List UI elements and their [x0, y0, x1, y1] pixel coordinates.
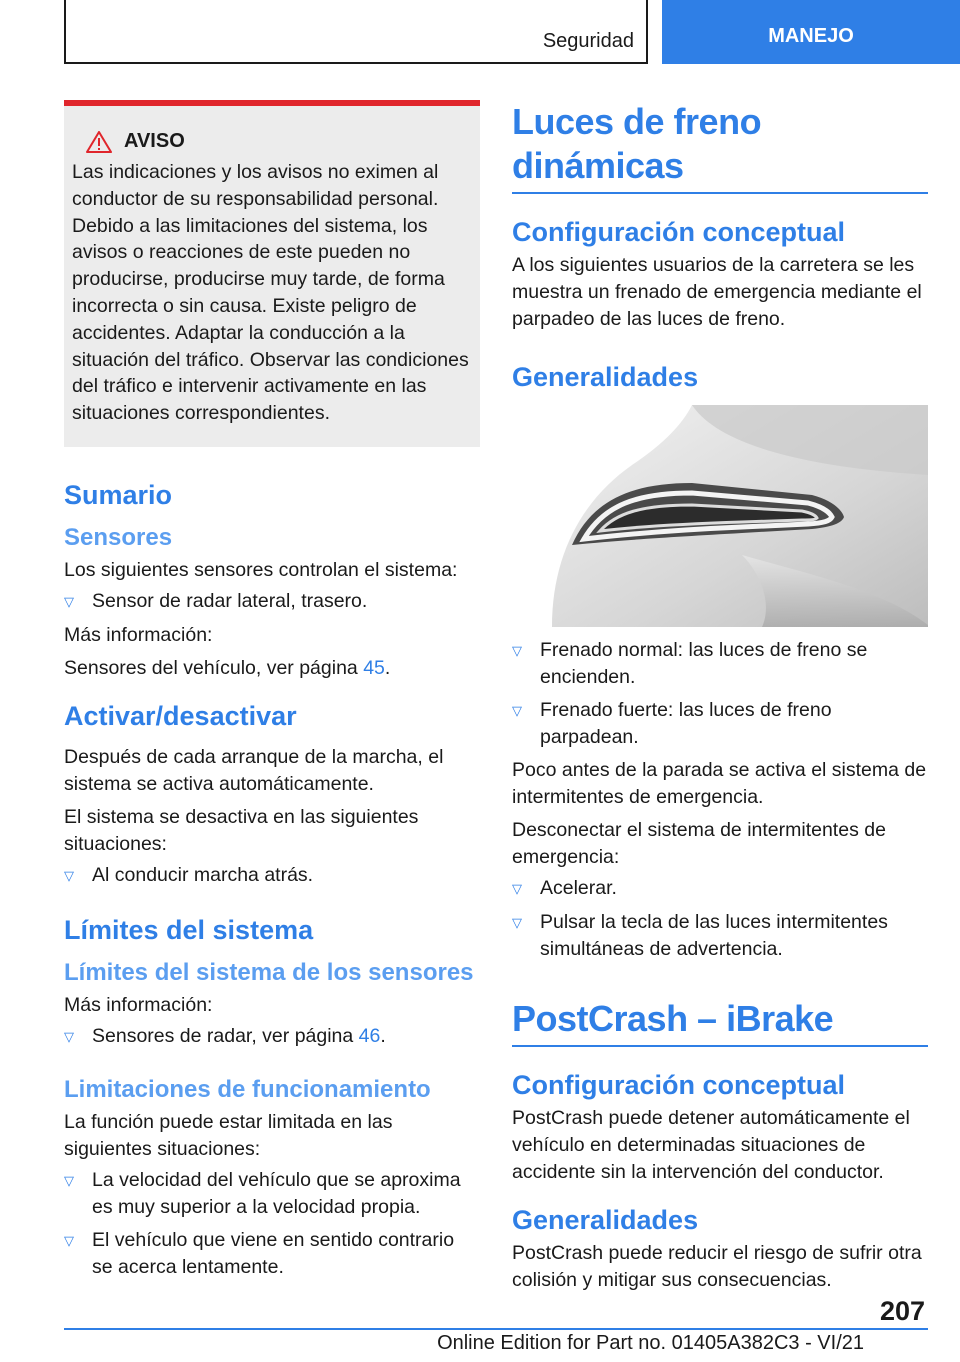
limites-heading: Límites del sistema — [64, 914, 314, 945]
luces-concept-text: A los siguientes usuarios de la carretera se les muestra un frenado de emergencia mediante el parpadeo de las luces de freno. — [512, 254, 922, 330]
postcrash-general-heading: Generalidades — [512, 1205, 699, 1235]
bullet-triangle-icon: ▽ — [64, 867, 74, 883]
bullet-triangle-icon: ▽ — [512, 915, 522, 930]
postcrash-concept-heading: Configuración conceptual — [512, 1070, 846, 1100]
activar-paragraph-2: El sistema se desactiva en las siguientes situaciones: — [64, 805, 419, 855]
bullet-text: Al conducir marcha atrás. — [92, 863, 314, 886]
header-chapter-tab — [662, 0, 960, 64]
limitaciones-intro: La función puede estar limitada en las siguientes situaciones: — [64, 1110, 393, 1160]
activar-heading: Activar/desactivar — [64, 700, 297, 731]
sensores-reference — [64, 655, 480, 682]
luces-general-heading: Generalidades — [512, 362, 699, 392]
header-chapter-label: MANEJO — [768, 24, 854, 47]
bullet-triangle-icon: ▽ — [64, 593, 74, 609]
right-column — [512, 100, 928, 1294]
postcrash-concept-text: PostCrash puede detener automáticamente el vehículo en determinadas situaciones de accidente sin la intervención del conductor. — [512, 1107, 910, 1183]
luces-paragraph-1: Poco antes de la parada se activa el sistema de intermitentes de emergencia. — [512, 759, 927, 808]
reference-end: . — [380, 1024, 386, 1047]
bullet-text: Frenado normal: las luces de freno se encienden. — [540, 639, 868, 688]
limites-sensores-heading: Límites del sistema de los sensores — [64, 958, 474, 986]
page-number: 207 — [880, 1296, 926, 1326]
luces-paragraph-2: Desconectar el sistema de intermitentes de emergencia: — [512, 819, 886, 868]
sensores-heading: Sensores — [64, 523, 173, 551]
page-link-45[interactable]: 45 — [363, 656, 385, 679]
bullet-triangle-icon: ▽ — [64, 1232, 74, 1248]
bullet-text: La velocidad del vehículo que se aproxima es muy superior a la velocidad propia. — [92, 1168, 461, 1218]
sumario-heading: Sumario — [64, 479, 173, 510]
warning-triangle-icon — [86, 131, 112, 153]
footer-edition: Online Edition for Part no. 01405A382C3 - VI/21 — [437, 1332, 864, 1354]
luces-concept-heading: Configuración conceptual — [512, 217, 846, 247]
warning-box — [64, 100, 480, 447]
list-item — [64, 588, 480, 616]
list-item — [64, 862, 480, 890]
luces-heading: Luces de freno dinámicas — [512, 101, 762, 186]
bullet-text — [92, 1023, 386, 1051]
bullet-text: Sensor de radar lateral, trasero. — [92, 589, 368, 612]
bullet-triangle-icon: ▽ — [64, 1172, 74, 1188]
luces-title-block — [512, 100, 928, 194]
bullet-text: El vehículo que viene en sentido contrario se acerca lentamente. — [92, 1228, 455, 1278]
postcrash-title-block — [512, 997, 928, 1047]
postcrash-general-text: PostCrash puede reducir el riesgo de sufrir otra colisión y mitigar sus consecuencias. — [512, 1242, 922, 1291]
bullet-triangle-icon: ▽ — [512, 703, 522, 718]
brake-light-image — [512, 405, 928, 627]
activar-paragraph-1: Después de cada arranque de la marcha, el sistema se activa automáticamente. — [64, 745, 444, 795]
bullet-text: Pulsar la tecla de las luces intermitentes simultáneas de advertencia. — [540, 911, 888, 960]
more-info-label: Más información: — [64, 623, 213, 646]
page-link-46[interactable]: 46 — [358, 1024, 381, 1047]
limitaciones-heading: Limitaciones de funcionamiento — [64, 1075, 431, 1103]
warning-header — [86, 130, 472, 153]
reference-text: Sensores de radar, ver página — [92, 1024, 359, 1047]
list-item — [512, 909, 928, 963]
reference-end: . — [384, 656, 391, 679]
header-frame — [64, 0, 648, 64]
sensores-intro: Los siguientes sensores controlan el sistema: — [64, 558, 458, 581]
warning-title: AVISO — [124, 130, 185, 152]
list-item — [512, 697, 928, 751]
list-item — [512, 875, 928, 903]
bullet-triangle-icon: ▽ — [512, 881, 522, 896]
header-section-title: Seguridad — [542, 30, 634, 52]
bullet-text: Acelerar. — [540, 877, 617, 899]
list-item — [512, 637, 928, 691]
postcrash-heading: PostCrash – iBrake — [512, 998, 834, 1039]
bullet-text: Frenado fuerte: las luces de freno parpadean. — [540, 699, 832, 748]
list-item — [64, 1167, 480, 1221]
limites-more-info: Más información: — [64, 993, 213, 1016]
footer-divider — [64, 1328, 928, 1330]
list-item — [64, 1227, 480, 1281]
list-item — [64, 1023, 480, 1051]
warning-text: Las indicaciones y los avisos no eximen al conductor de su responsabilidad personal. Debido a las limitaciones del sistema, los avisos o reacciones de este pueden no producirse, producirse muy tarde, de forma incorrecta o sin causa. Existe peligro de accidentes. Adaptar la conducción a la situación del tráfico. Observar las condiciones del tráfico e intervenir activamente en las situaciones correspondientes. — [72, 161, 469, 425]
left-column — [64, 100, 480, 1287]
reference-text: Sensores del vehículo, ver página — [64, 656, 364, 679]
bullet-triangle-icon: ▽ — [512, 643, 522, 658]
bullet-triangle-icon: ▽ — [64, 1028, 74, 1044]
